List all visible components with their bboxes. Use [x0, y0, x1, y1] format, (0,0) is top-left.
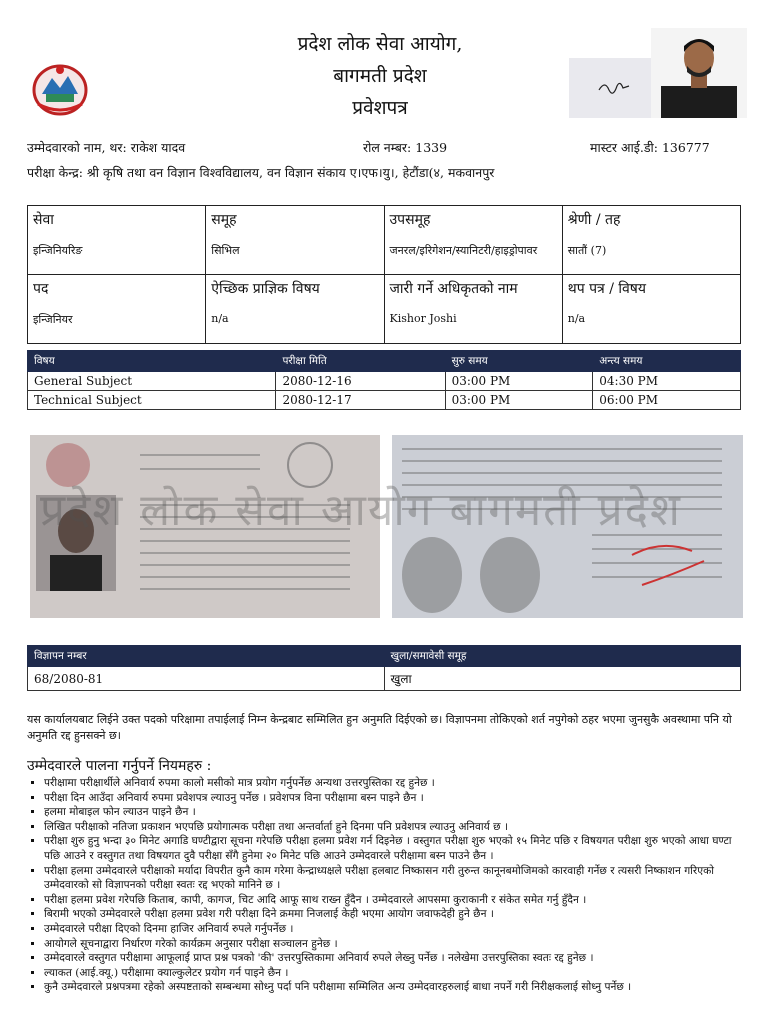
schedule-header-subject: विषय [28, 351, 276, 372]
list-item: ▪ परीक्षा हलमा प्रवेश गरेपछि किताब, कापी, कागज, चिट आदि आफू साथ राख्न हुँदैन । उम्मेदवारले आपसमा कुराकानी र संकेत समेत गर्नु हुँदैन । [44, 893, 744, 908]
list-item: ▪ उम्मेदवारले वस्तुगत परीक्षामा आफूलाई प्राप्त प्रश्न पत्रको 'की' उत्तरपुस्तिकामा अनिवार्य रुपले लेख्नु पर्नेछ । नलेखेमा उत्तरपुस्तिका स्वतः रद्द हुनेछ । [44, 951, 744, 966]
list-item: ▪ ल्याकत (आई.क्यू.) परीक्षामा क्याल्कुलेटर प्रयोग गर्न पाइने छैन । [44, 966, 744, 981]
signature-image [569, 58, 651, 118]
list-item: ▪ परीक्षा हलमा उम्मेदवारले परीक्षाको मर्यादा विपरीत कुनै काम गरेमा केन्द्राध्यक्षले परीक्षा हलबाट निष्कासन गरी तुरुन्त कानूनबमोजिमको कारवाही गर्नेछ र त्यसरी निष्काशन गरिएको उम्मेदवारको सो विज्ञापनको परीक्षा स्वतः रद्द भएको मानिने छ । [44, 864, 744, 893]
watermark-text: प्रदेश लोक सेवा आयोग बागमती प्रदेश [40, 485, 682, 536]
emblem-logo [30, 60, 90, 116]
exam-info-grid [27, 205, 741, 344]
advert-header-group: खुला/समावेसी समूह [384, 646, 741, 667]
header-line-1: प्रदेश लोक सेवा आयोग, [297, 33, 463, 55]
grid-cell-subgroup: उपसमूह जनरल/इरिगेशन/स्यानिटरी/हाइड्रोपावर [384, 206, 562, 275]
list-item: ▪ परीक्षामा परीक्षार्थीले अनिवार्य रुपमा कालो मसीको मात्र प्रयोग गर्नुपर्नेछ अन्यथा उत्तरपुस्तिका रद्द हुनेछ । [44, 776, 744, 791]
advert-group-value: खुला [384, 667, 741, 691]
grid-cell-post: पद इन्जिनियर [28, 275, 206, 344]
roll-value: 1339 [415, 140, 448, 155]
candidate-photo [651, 28, 747, 118]
list-item: ▪ परीक्षा दिन आउँदा अनिवार्य रुपमा प्रवेशपत्र ल्याउनु पर्नेछ । प्रवेशपत्र विना परीक्षामा बस्न पाइने छैन । [44, 791, 744, 806]
table-row: General Subject 2080-12-16 03:00 PM 04:30 PM [28, 372, 741, 391]
list-item: ▪ उम्मेदवारले परीक्षा दिएको दिनमा हाजिर अनिवार्य रुपले गर्नुपर्नेछ । [44, 922, 744, 937]
roll-label: रोल नम्बर: [363, 140, 412, 155]
master-id-value: 136777 [661, 140, 710, 155]
list-item: ▪ आयोगले सूचनाद्वारा निर्धारण गरेको कार्यक्रम अनुसार परीक्षा सञ्चालन हुनेछ । [44, 937, 744, 952]
list-item: ▪ हलमा मोबाइल फोन ल्याउन पाइने छैन । [44, 805, 744, 820]
schedule-header-start: सुरु समय [445, 351, 593, 372]
master-id-label: मास्टर आई.डी: [590, 140, 658, 155]
grid-cell-optional-subject: ऐच्छिक प्राज्ञिक विषय n/a [206, 275, 384, 344]
list-item: ▪ लिखित परीक्षाको नतिजा प्रकाशन भएपछि प्रयोगात्मक परीक्षा तथा अन्तर्वार्ता हुने दिनमा पनि प्रवेशपत्र ल्याउनु अनिवार्य छ । [44, 820, 744, 835]
schedule-header-end: अन्त्य समय [593, 351, 741, 372]
list-item: ▪ बिरामी भएको उम्मेदवारले परीक्षा हलमा प्रवेश गरी परीक्षा दिने क्रममा निजलाई केही भएमा आयोग जवाफदेही हुने छैन । [44, 907, 744, 922]
notice-paragraph: यस कार्यालयबाट लिईने उक्त पदको परिक्षामा तपाईलाई निम्न केन्द्रबाट सम्मिलित हुन अनुमति दिईएको छ। विज्ञापनमा तोकिएको शर्त नपुगेको ठहर भएमा जुनसुकै अवस्थामा पनि यो अनुमति रद्द हुनसक्ने छ। [27, 713, 732, 742]
name-value: राकेश यादव [130, 140, 186, 155]
grid-cell-group: समूह सिभिल [206, 206, 384, 275]
list-item: ▪ परीक्षा शुरु हुनु भन्दा ३० मिनेट अगाडि घण्टीद्वारा सूचना गरेपछि परीक्षा हलमा प्रवेश गर्न दिइनेछ । वस्तुगत परीक्षा शुरु भएको १५ मिनेट पछि र विषयगत परीक्षा शुरु भएको आधा घण्टा पछि आउने र वस्तुगत तथा विषयगत दुवै परीक्षा सँगै हुनेमा २० मिनेट पछि आउने उम्मेदवारले परीक्षामा बस्न पाउने छैन । [44, 834, 744, 863]
rules-title: उम्मेदवारले पालना गर्नुपर्ने नियमहरु : [27, 758, 212, 774]
grid-cell-issuer: जारी गर्ने अधिकृतको नाम Kishor Joshi [384, 275, 562, 344]
table-row [28, 667, 741, 691]
grid-cell-level: श्रेणी / तह सातौं (7) [562, 206, 740, 275]
list-item: ▪ कुनै उम्मेदवारले प्रश्नपत्रमा रहेको अस्पष्टताको सम्बन्धमा सोध्नु पर्दा पनि परीक्षामा सम्मिलित अन्य उम्मेदवारहरुलाई बाधा नपर्ने गरी निरीक्षकलाई सोध्नु पर्नेछ । [44, 980, 744, 995]
exam-schedule-table [27, 350, 741, 410]
name-label: उम्मेदवारको नाम, थर: [27, 140, 127, 155]
exam-center-label: परीक्षा केन्द्र: [27, 165, 83, 180]
advert-number-value: 68/2080-81 [28, 667, 385, 691]
grid-cell-service: सेवा इन्जिनियरिङ [28, 206, 206, 275]
header-line-3: प्रवेशपत्र [352, 97, 408, 119]
advertisement-table [27, 645, 741, 691]
exam-center-value: श्री कृषि तथा वन विज्ञान विश्वविद्यालय, वन विज्ञान संकाय ए।एफ।यु।, हेटौंडा(४, मकवानपुर [86, 165, 495, 180]
header-line-2: बागमती प्रदेश [333, 65, 427, 87]
schedule-header-date: परीक्षा मिति [276, 351, 445, 372]
grid-cell-extra-paper: थप पत्र / विषय n/a [562, 275, 740, 344]
advert-header-number: विज्ञापन नम्बर [28, 646, 385, 667]
table-row: Technical Subject 2080-12-17 03:00 PM 06:00 PM [28, 391, 741, 410]
rules-list [27, 776, 744, 995]
